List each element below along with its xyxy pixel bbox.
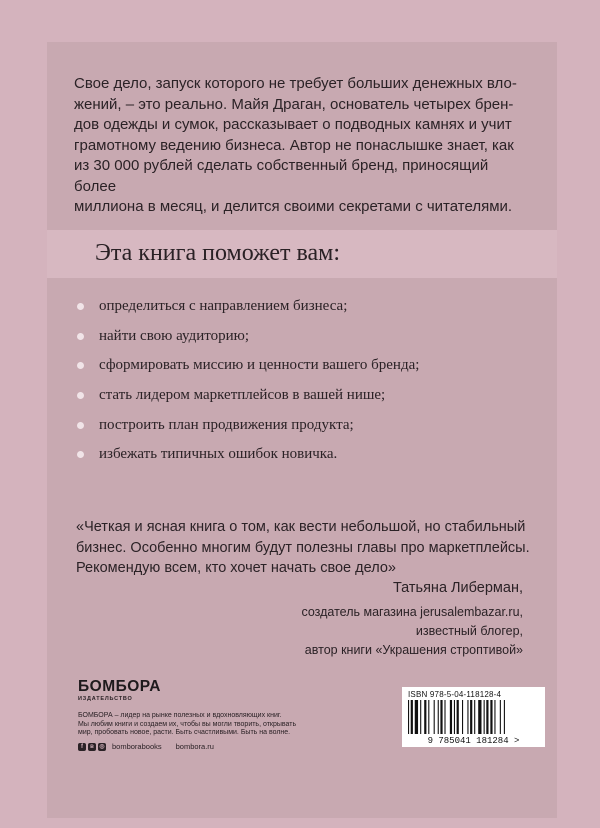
quote-line: бизнес. Особенно многим будут полезны главы про маркетплейсы.	[76, 539, 530, 556]
credit-line: создатель магазина jerusalembazar.ru,	[301, 605, 523, 619]
intro-line: жений, – это реально. Майя Драган, основатель четырех брен-	[74, 95, 514, 113]
list-item-text: построить план продвижения продукта;	[99, 416, 354, 433]
intro-line: из 30 000 рублей сделать собственный бренд, приносящий более	[74, 157, 489, 195]
publisher-site: bombora.ru	[175, 742, 214, 751]
vk-icon: в	[88, 743, 96, 751]
quote-author: Татьяна Либерман,	[392, 580, 523, 596]
list-item	[74, 381, 544, 411]
publisher-socials	[78, 742, 224, 751]
publisher-logo: БОМБОРА	[78, 678, 161, 695]
bullet-icon	[77, 392, 84, 399]
list-item-text: определиться с направлением бизнеса;	[99, 298, 348, 315]
list-item-text: стать лидером маркетплейсов в вашей нише;	[99, 387, 386, 404]
facebook-icon: f	[78, 743, 86, 751]
list-item-text: найти свою аудиторию;	[99, 327, 250, 344]
intro-line: миллиона в месяц, и делится своими секретами с читателями.	[74, 198, 513, 215]
list-item-text: сформировать миссию и ценности вашего бренда;	[99, 357, 420, 374]
publisher-line: мир, пробовать новое, расти. Быть счастливыми. Быть на волне.	[78, 729, 291, 737]
barcode-bars	[406, 700, 541, 736]
author-credits	[301, 603, 523, 660]
bullet-icon	[77, 333, 84, 340]
intro-line: дов одежды и сумок, рассказывает о подводных камнях и учит	[74, 116, 512, 133]
publisher-logo-sub: ИЗДАТЕЛЬСТВО	[78, 696, 133, 702]
review-quote	[76, 517, 546, 579]
list-item	[74, 440, 544, 470]
benefits-list	[74, 292, 544, 470]
isbn-text: ISBN 978-5-04-118128-4	[408, 690, 502, 699]
publisher-line: Мы любим книги и создаем их, чтобы вы могли творить, открывать	[78, 720, 297, 728]
bullet-icon	[77, 303, 84, 310]
list-item	[74, 322, 544, 352]
bullet-icon	[77, 422, 84, 429]
bullet-icon	[77, 362, 84, 369]
bullet-icon	[77, 451, 84, 458]
list-item	[74, 292, 544, 322]
barcode-digits: 9 785041 181284 >	[402, 735, 545, 747]
section-title: Эта книга поможет вам:	[95, 240, 341, 266]
list-item-text: избежать типичных ошибок новичка.	[99, 446, 338, 463]
credit-line: автор книги «Украшения строптивой»	[304, 643, 523, 657]
publisher-line: БОМБОРА – лидер на рынке полезных и вдохновляющих книг.	[78, 712, 282, 719]
quote-line: «Четкая и ясная книга о том, как вести небольшой, но стабильный	[76, 519, 526, 535]
intro-line: Свое дело, запуск которого не требует больших денежных вло-	[74, 75, 517, 92]
instagram-icon: ◎	[99, 743, 105, 750]
list-item	[74, 351, 544, 381]
list-item	[74, 410, 544, 440]
intro-line: грамотному ведению бизнеса. Автор не понаслышке знает, как	[74, 136, 514, 154]
intro-text	[74, 74, 534, 218]
social-handle: bomborabooks	[112, 742, 162, 751]
quote-line: Рекомендую всем, кто хочет начать свое дело»	[76, 560, 396, 576]
credit-line: известный блогер,	[415, 624, 523, 638]
publisher-description	[78, 712, 318, 738]
